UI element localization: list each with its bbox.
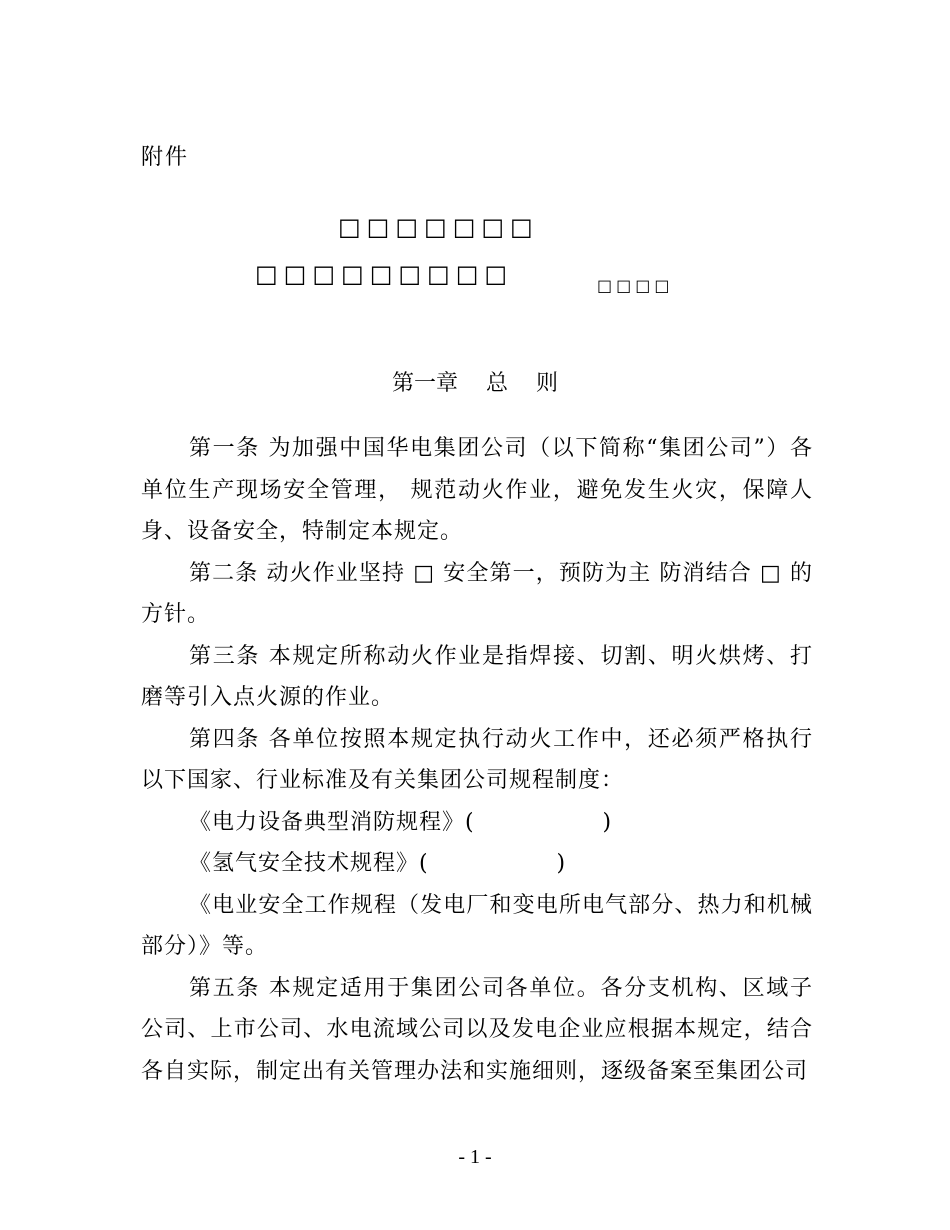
document-title-line-1: □□□□□□□ <box>338 213 539 241</box>
article-1: 第一条 为加强中国华电集团公司（以下简称“集团公司”）各单位生产现场安全管理， 规范动火作业，避免发生火灾，保障人身、设备安全，特制定本规定。 <box>141 436 813 544</box>
article-3: 第三条 本规定所称动火作业是指焊接、切割、明火烘烤、打磨等引入点火源的作业。 <box>141 643 813 710</box>
chapter-heading: 第一章 总 则 <box>392 371 558 396</box>
attachment-label: 附件 <box>141 145 190 170</box>
reference-item-long: 《电业安全工作规程（发电厂和变电所电气部分、热力和机械部分）》等。 <box>141 892 813 959</box>
article-4: 第四条 各单位按照本规定执行动火工作中，还必须严格执行以下国家、行业标准及有关集团公司规程制度： <box>141 726 813 793</box>
reference-item: 《电力设备典型消防规程》( ) <box>189 809 613 835</box>
reference-item: 《氢气安全技术规程》( ) <box>189 851 567 876</box>
article-5: 第五条 本规定适用于集团公司各单位。各分支机构、区域子公司、上市公司、水电流域公司以及发电企业应根据本规定，结合各自实际，制定出有关管理办法和实施细则，逐级备案至集团公司 <box>141 975 813 1084</box>
page-number: - 1 - <box>458 1146 492 1168</box>
document-title-note: □□□□ <box>597 276 674 295</box>
article-2: 第二条 动火作业坚持 □ 安全第一，预防为主 防消结合 □ 的方针。 <box>141 560 813 627</box>
document-body <box>141 428 813 1092</box>
document-title-line-2: □□□□□□□□□ <box>255 260 514 288</box>
